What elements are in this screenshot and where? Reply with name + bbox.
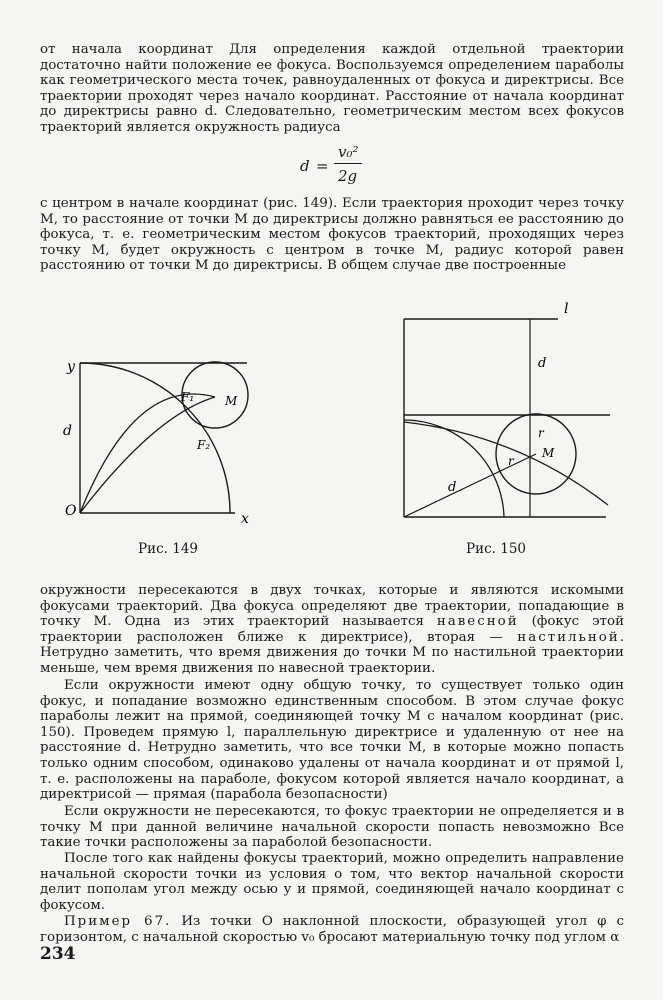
term-navesnaya: навесной <box>436 614 519 630</box>
figure-150-caption: Рис. 150 <box>466 541 526 557</box>
fig150-label-d-diag: d <box>448 480 457 495</box>
fig149-label-x: x <box>241 511 249 527</box>
fig149-label-d: d <box>63 423 72 439</box>
paragraph-3-part-c: . Нетрудно заметить, что время движения до точки M по настильной траектории меньше, чем время движения по навесной траектории. <box>40 629 624 676</box>
paragraph-5: Если окружности не пересекаются, то фокус траектории не определяется и в точку M при данной величине начальной скорости попасть невозможно Все такие точки расположены за параболой безопасности. <box>40 804 624 851</box>
figure-150 <box>398 295 638 525</box>
fig149-label-origin: O <box>65 503 77 519</box>
fig150-label-d-top: d <box>538 356 547 371</box>
formula-equals: = <box>316 157 329 175</box>
paragraph-3-part-a: окружности пересекаются в двух точках, которые и являются искомыми фокусами траекторий. Два фокуса определяют две траектории, попадающие в точку M. Одна из этих траекторий называется <box>40 583 624 630</box>
fig149-label-y: y <box>67 359 75 375</box>
fig149-label-m: M <box>225 394 238 408</box>
paragraph-1: от начала координат Для определения каждой отдельной траектории достаточно найти положение ее фокуса. Воспользуемся определением параболы как геометрического места точек, равноудаленных от фокуса и директрисы. Все траектории проходят через начало координат. Расстояние от начала координат до директрисы равно d. Следовательно, геометрическим местом всех фокусов траекторий является окружность радиуса <box>40 42 624 135</box>
page-number: 234 <box>40 944 76 964</box>
fig149-label-f2: F₂ <box>197 438 211 452</box>
formula-numerator: v₀² <box>338 143 359 161</box>
fig150-safety-parabola <box>404 422 608 505</box>
example-text: Из точки O наклонной плоскости, образующей угол φ с горизонтом, с начальной скоростью v₀ бросают материальную точку под углом α <box>40 914 624 945</box>
paragraph-6: После того как найдены фокусы траекторий, можно определить направление начальной скорости точки из условия о том, что вектор начальной скорости делит пополам угол между осью y и прямой, соединяющей начало координат с фокусом. <box>40 851 624 913</box>
paragraph-7 <box>40 914 624 945</box>
paragraph-3-part-b: (фокус этой траектории расположен ближе к директрисе), вторая — <box>40 614 624 645</box>
formula-lhs: d <box>300 157 310 175</box>
formula-denominator: 2g <box>338 167 358 185</box>
fig150-label-l: l <box>564 301 569 317</box>
figure-149-caption: Рис. 149 <box>138 541 198 557</box>
fig149-label-f1: F₁ <box>181 390 195 404</box>
fig150-label-r-top: r <box>538 426 544 440</box>
paragraph-2: с центром в начале координат (рис. 149). Если траектория проходит через точку M, то расстояние от точки M до директрисы должно равняться ее расстоянию до фокуса, т. е. геометрическим местом фокусов траекторий, проходящих через точку M, будет окружность с центром в точке M, радиус которой равен расстоянию от точки M до директрисы. В общем случае две построенные <box>40 196 624 274</box>
example-label: Пример 67. <box>64 914 172 929</box>
figure-149 <box>55 355 265 530</box>
term-nastilnaya: настильной <box>517 629 620 645</box>
paragraph-4: Если окружности имеют одну общую точку, то существует только один фокус, и попадание возможно единственным способом. В этом случае фокус параболы лежит на прямой, соединяющей точку M с началом координат (рис. 150). Проведем прямую l, параллельную директрисе и удаленную от нее на расстояние d. Нетрудно заметить, что все точки M, в которые можно попасть только одним способом, одинаково удалены от начала координат и от прямой l, т. е. расположены на параболе, фокусом которой является начало координат, а директрисой — прямая (парабола безопасности) <box>40 678 624 803</box>
paragraph-3 <box>40 583 624 677</box>
fig150-label-r-mid: r <box>508 454 514 468</box>
fig150-focus-circle-origin <box>404 420 504 517</box>
fig150-line-origin-m <box>404 454 536 517</box>
fig149-trajectory-high <box>80 394 215 513</box>
fig150-label-m: M <box>542 446 555 460</box>
formula-fraction-bar <box>334 163 362 164</box>
fig149-trajectory-low <box>80 397 215 513</box>
